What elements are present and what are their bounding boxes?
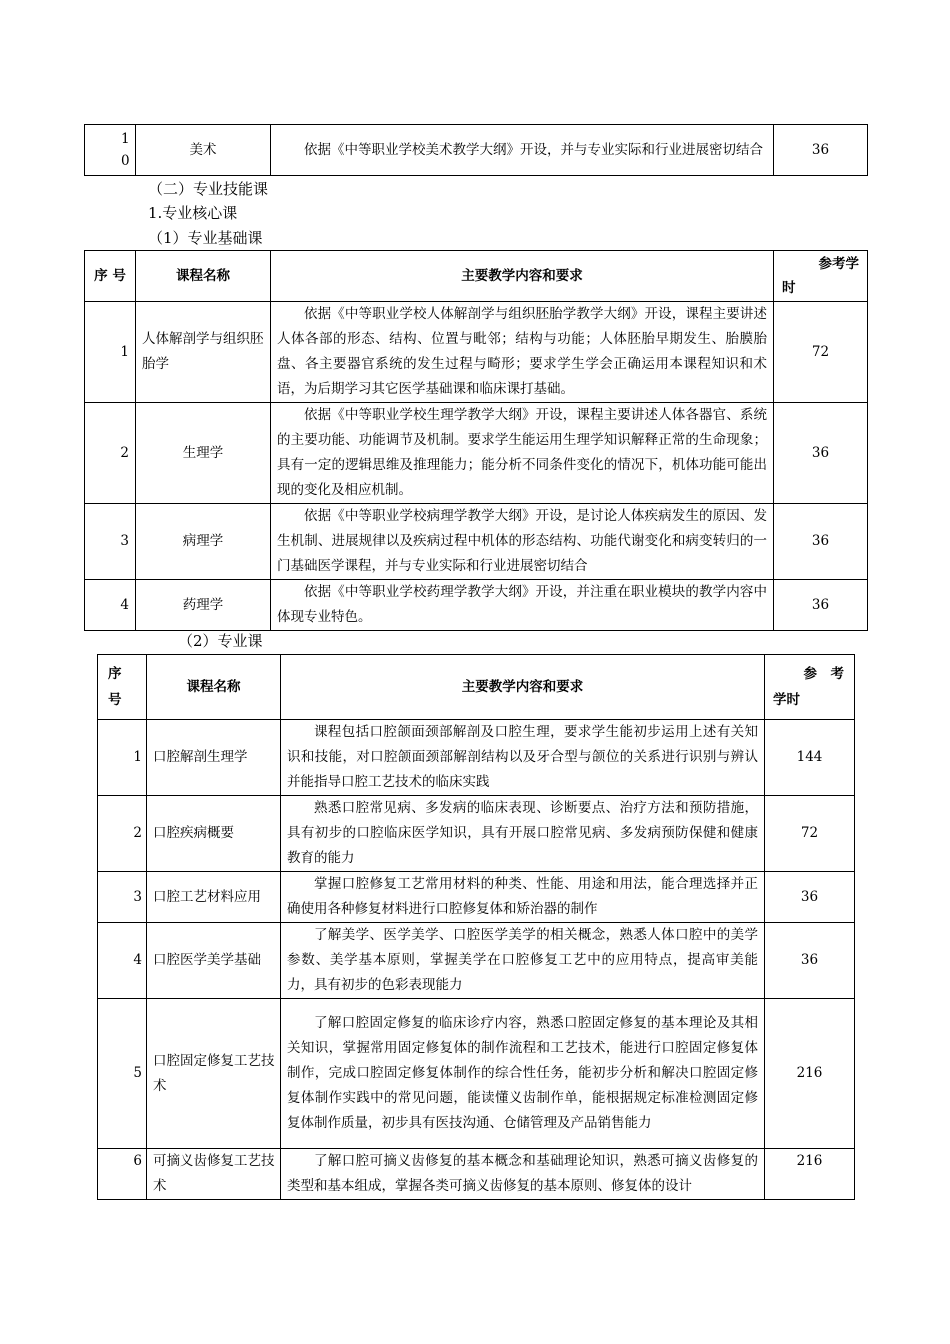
- course-content: 依据《中等职业学校病理学教学大纲》开设，是讨论人体疾病发生的原因、发生机制、进展规律以及疾病过程中机体的形态结构、功能代谢变化和病变转归的一门基础医学课程，并与专业实际和行业进展密切结合: [271, 504, 774, 580]
- course-content: 依据《中等职业学校美术教学大纲》开设，并与专业实际和行业进展密切结合: [271, 125, 774, 176]
- section-heading-core: 1.专业核心课: [148, 204, 238, 222]
- row-number: [85, 125, 136, 176]
- header-hours-line1: 参考学: [818, 256, 859, 272]
- row-number: 3: [85, 504, 136, 580]
- header-number: [98, 655, 147, 720]
- table-row: [98, 796, 855, 872]
- course-content: 课程包括口腔颌面颈部解剖及口腔生理，要求学生能初步运用上述有关知识和技能，对口腔颌面颈部解剖结构以及牙合型与颌位的关系进行识别与辨认并能指导口腔工艺技术的临床实践: [281, 720, 765, 796]
- header-hours-line1: 参 考: [803, 666, 844, 682]
- course-name: 人体解剖学与组织胚胎学: [136, 302, 271, 403]
- table-row: [98, 1149, 855, 1200]
- course-hours: 72: [774, 302, 868, 403]
- course-name: 口腔固定修复工艺技术: [147, 999, 281, 1149]
- course-hours: 36: [774, 403, 868, 504]
- course-content: 依据《中等职业学校药理学教学大纲》开设，并注重在职业模块的教学内容中体现专业特色。: [271, 580, 774, 631]
- row-number: 1: [85, 302, 136, 403]
- row-number: 1: [98, 720, 147, 796]
- course-hours: 216: [765, 1149, 855, 1200]
- header-number-line2: 号: [108, 692, 122, 708]
- table-row: [98, 923, 855, 999]
- table-row: [98, 999, 855, 1149]
- course-name: 美术: [136, 125, 271, 176]
- row-number: 4: [85, 580, 136, 631]
- course-hours: 216: [765, 999, 855, 1149]
- course-content: 了解口腔可摘义齿修复的基本概念和基础理论知识，熟悉可摘义齿修复的类型和基本组成，掌握各类可摘义齿修复的基本原则、修复体的设计: [281, 1149, 765, 1200]
- header-number: 序 号: [85, 251, 136, 302]
- table-header-row: [85, 251, 868, 302]
- table-row: [85, 125, 868, 176]
- table-row: [98, 872, 855, 923]
- section-heading-basic: （1）专业基础课: [148, 229, 263, 247]
- table-row: [85, 302, 868, 403]
- course-content: 熟悉口腔常见病、多发病的临床表现、诊断要点、治疗方法和预防措施，具有初步的口腔临床医学知识，具有开展口腔常见病、多发病预防保健和健康教育的能力: [281, 796, 765, 872]
- course-name: 病理学: [136, 504, 271, 580]
- table-row: [98, 720, 855, 796]
- course-name: 口腔工艺材料应用: [147, 872, 281, 923]
- basic-course-table: [84, 250, 868, 631]
- header-hours-line2: 时: [782, 280, 796, 296]
- row-number-line2: 0: [121, 153, 130, 169]
- header-hours: [765, 655, 855, 720]
- header-number-line1: 序: [108, 666, 122, 682]
- course-hours: 36: [765, 872, 855, 923]
- course-name: 药理学: [136, 580, 271, 631]
- major-course-table: [97, 654, 855, 1200]
- course-name: 生理学: [136, 403, 271, 504]
- course-name: 口腔疾病概要: [147, 796, 281, 872]
- top-table: [84, 124, 868, 176]
- header-content: 主要教学内容和要求: [281, 655, 765, 720]
- row-number: 2: [85, 403, 136, 504]
- row-number: 2: [98, 796, 147, 872]
- course-hours: 72: [765, 796, 855, 872]
- course-name: 可摘义齿修复工艺技术: [147, 1149, 281, 1200]
- course-hours: 36: [774, 125, 868, 176]
- row-number-line1: 1: [121, 131, 130, 147]
- course-hours: 36: [765, 923, 855, 999]
- section-heading-major: （2）专业课: [178, 632, 263, 650]
- course-content: 掌握口腔修复工艺常用材料的种类、性能、用途和用法，能合理选择并正确使用各种修复材料进行口腔修复体和矫治器的制作: [281, 872, 765, 923]
- row-number: 3: [98, 872, 147, 923]
- course-hours: 36: [774, 580, 868, 631]
- table-row: [85, 504, 868, 580]
- header-hours: [774, 251, 868, 302]
- table-row: [85, 403, 868, 504]
- course-hours: 144: [765, 720, 855, 796]
- course-content: 依据《中等职业学校人体解剖学与组织胚胎学教学大纲》开设，课程主要讲述人体各部的形态、结构、位置与毗邻；结构与功能；人体胚胎早期发生、胎膜胎盘、各主要器官系统的发生过程与畸形；要求学生学会正确运用本课程知识和术语，为后期学习其它医学基础课和临床课打基础。: [271, 302, 774, 403]
- section-heading-skills: （二）专业技能课: [148, 180, 269, 198]
- course-content: 了解美学、医学美学、口腔医学美学的相关概念，熟悉人体口腔中的美学参数、美学基本原则，掌握美学在口腔修复工艺中的应用特点，提高审美能力，具有初步的色彩表现能力: [281, 923, 765, 999]
- table-header-row: [98, 655, 855, 720]
- header-course-name: 课程名称: [147, 655, 281, 720]
- header-hours-line2: 学时: [773, 692, 800, 708]
- header-course-name: 课程名称: [136, 251, 271, 302]
- course-content: 依据《中等职业学校生理学教学大纲》开设，课程主要讲述人体各器官、系统的主要功能、功能调节及机制。要求学生能运用生理学知识解释正常的生命现象；具有一定的逻辑思维及推理能力；能分析不同条件变化的情况下，机体功能可能出现的变化及相应机制。: [271, 403, 774, 504]
- row-number: 4: [98, 923, 147, 999]
- row-number: 5: [98, 999, 147, 1149]
- course-name: 口腔医学美学基础: [147, 923, 281, 999]
- course-hours: 36: [774, 504, 868, 580]
- row-number: 6: [98, 1149, 147, 1200]
- header-content: 主要教学内容和要求: [271, 251, 774, 302]
- table-row: [85, 580, 868, 631]
- course-name: 口腔解剖生理学: [147, 720, 281, 796]
- course-content: 了解口腔固定修复的临床诊疗内容，熟悉口腔固定修复的基本理论及其相关知识，掌握常用固定修复体的制作流程和工艺技术，能进行口腔固定修复体制作，完成口腔固定修复体制作的综合性任务，能初步分析和解决口腔固定修复体制作实践中的常见问题，能读懂义齿制作单，能根据规定标准检测固定修复体制作质量，初步具有医技沟通、仓储管理及产品销售能力: [281, 999, 765, 1149]
